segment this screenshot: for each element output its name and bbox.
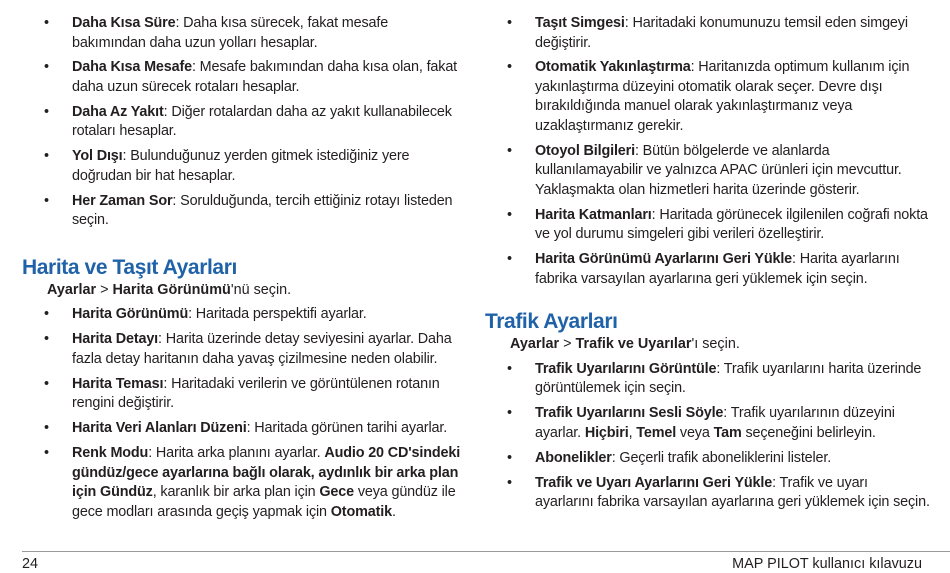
description: : Haritada görünecek ilgilenilen coğrafi nokta ve yol durumu simgeleri gibi verileri özelleştirir. bbox=[535, 206, 928, 243]
footer-divider bbox=[22, 551, 950, 552]
description: : Diğer rotalardan daha az yakıt kullanabilecek rotaları hesaplar. bbox=[72, 103, 452, 140]
bold-text: Tam bbox=[713, 424, 742, 441]
text: . bbox=[391, 503, 396, 520]
description: : Trafik uyarılarını harita üzerinde görüntülemek için seçin. bbox=[535, 360, 922, 397]
list-item bbox=[485, 404, 930, 443]
path-map-view: Harita Görünümü bbox=[112, 281, 231, 298]
list-item bbox=[22, 103, 462, 142]
description: : Bulunduğunuz yerden gitmek istediğiniz yere doğrudan bir hat hesaplar. bbox=[72, 148, 410, 184]
list-item bbox=[22, 58, 462, 97]
list-item bbox=[22, 305, 462, 325]
section-heading-map-vehicle: Harita ve Taşıt Ayarları bbox=[22, 255, 237, 279]
description: : Sorulduğunda, tercih ettiğiniz rotayı listeden seçin. bbox=[72, 192, 453, 229]
bullet: • bbox=[44, 15, 49, 31]
bullet: • bbox=[44, 59, 49, 76]
term: Otoyol Bilgileri bbox=[535, 142, 635, 159]
bullet: • bbox=[44, 103, 49, 120]
route-options-list bbox=[22, 14, 462, 231]
list-item bbox=[22, 147, 462, 186]
bullet: • bbox=[44, 306, 49, 323]
description: : Daha kısa sürecek, fakat mesafe bakımından daha uzun yolları hesaplar. bbox=[72, 15, 389, 51]
bullet: • bbox=[44, 192, 49, 209]
term: Yol Dışı bbox=[72, 148, 123, 165]
term: Harita Veri Alanları Düzeni bbox=[72, 420, 247, 437]
term: Taşıt Simgesi bbox=[535, 15, 625, 31]
bold-text: Gece bbox=[319, 484, 354, 501]
list-item bbox=[22, 330, 462, 369]
term: Daha Kısa Süre bbox=[72, 15, 176, 31]
term: Harita Görünümü Ayarlarını Geri Yükle bbox=[535, 251, 793, 268]
description: : Haritada perspektifi ayarlar. bbox=[188, 306, 367, 323]
page-number: 24 bbox=[22, 556, 39, 572]
description: : Haritadaki verilerin ve görüntülenen rotanın rengini değiştirir. bbox=[72, 375, 440, 412]
bold-text: Hiçbiri bbox=[584, 424, 629, 441]
text: veya bbox=[676, 424, 714, 441]
bullet: • bbox=[507, 15, 512, 31]
bullet: • bbox=[507, 405, 512, 422]
list-item bbox=[22, 419, 462, 439]
bullet: • bbox=[507, 206, 512, 223]
bold-text: Temel bbox=[636, 424, 677, 441]
list-item bbox=[485, 449, 930, 469]
term: Her Zaman Sor bbox=[72, 192, 173, 209]
list-item bbox=[485, 474, 930, 513]
list-item bbox=[485, 142, 930, 201]
term: Daha Kısa Mesafe bbox=[72, 59, 192, 76]
map-settings-list bbox=[22, 305, 462, 522]
list-item bbox=[22, 444, 462, 522]
left-column bbox=[22, 14, 462, 527]
text: veya gündüz ile gece modları arasında geçiş yapmak için bbox=[72, 484, 456, 520]
term: Renk Modu bbox=[72, 445, 149, 462]
term: Trafik ve Uyarı Ayarlarını Geri Yükle bbox=[535, 474, 773, 491]
map-settings-list-continued bbox=[485, 14, 930, 289]
traffic-settings-list bbox=[485, 360, 930, 513]
list-item bbox=[485, 250, 930, 289]
settings-path bbox=[22, 281, 462, 301]
right-column bbox=[485, 14, 930, 518]
bullet: • bbox=[507, 474, 512, 491]
term: Daha Az Yakıt bbox=[72, 103, 164, 120]
bullet: • bbox=[44, 445, 49, 462]
description: : Haritada görünen tarihi ayarlar. bbox=[246, 420, 448, 437]
list-item bbox=[485, 360, 930, 399]
section-heading-traffic: Trafik Ayarları bbox=[485, 310, 618, 334]
bullet: • bbox=[507, 142, 512, 159]
term: Abonelikler bbox=[535, 449, 612, 466]
term: Trafik Uyarılarını Görüntüle bbox=[535, 360, 717, 377]
description: : Mesafe bakımından daha kısa olan, fakat daha uzun sürecek rotaları hesaplar. bbox=[72, 59, 458, 95]
term: Harita Detayı bbox=[72, 331, 159, 348]
settings-path bbox=[485, 335, 930, 355]
term: Trafik Uyarılarını Sesli Söyle bbox=[535, 405, 724, 422]
path-traffic: Trafik ve Uyarılar bbox=[575, 336, 692, 353]
description: : Haritanızda optimum kullanım için yakınlaştırma düzeyini otomatik olarak seçer. Devre dışı bırakıldığında manuel olarak yakınlaştırmanız veya uzaklaştırmanız gerekir. bbox=[535, 59, 910, 134]
text: , karanlık bir arka plan için bbox=[152, 484, 320, 501]
description: : Geçerli trafik aboneliklerini listeler. bbox=[611, 449, 832, 466]
description: : Harita üzerinde detay seviyesini ayarlar. Daha fazla detay haritanın daha yavaş çizilmesine neden olabilir. bbox=[72, 331, 452, 367]
bold-text: Otomatik bbox=[330, 503, 392, 520]
bold-text: Audio 20 CD'sindeki gündüz/gece ayarlarına bağlı olarak, aydınlık bir arka plan için Gündüz bbox=[72, 445, 461, 501]
bullet: • bbox=[44, 148, 49, 165]
bullet: • bbox=[507, 360, 512, 377]
path-settings: Ayarlar bbox=[47, 281, 97, 298]
list-item bbox=[485, 58, 930, 136]
text: , bbox=[628, 424, 637, 441]
list-item bbox=[22, 375, 462, 414]
term: Harita Teması bbox=[72, 375, 164, 392]
text: : Harita arka planını ayarlar. bbox=[148, 445, 325, 462]
description: : Trafik ve uyarı ayarlarını fabrika varsayılan ayarlarına geri yüklemek için seçin. bbox=[535, 474, 930, 511]
list-item bbox=[22, 14, 462, 53]
bullet: • bbox=[44, 331, 49, 348]
bullet: • bbox=[507, 59, 512, 76]
term: Harita Katmanları bbox=[535, 206, 652, 223]
description: : Harita ayarlarını fabrika varsayılan ayarlarına geri yüklemek için seçin. bbox=[535, 251, 900, 287]
list-item bbox=[485, 206, 930, 245]
bullet: • bbox=[507, 449, 512, 466]
description: : Bütün bölgelerde ve alanlarda kullanılamayabilir ve yalnızca APAC ürünleri için mevcuttur. Yaklaşmakta olan hizmetleri harita üzerinde gösterir. bbox=[535, 142, 902, 198]
bullet: • bbox=[507, 251, 512, 268]
bullet: • bbox=[44, 420, 49, 437]
bullet: • bbox=[44, 375, 49, 392]
text: : Trafik uyarılarının düzeyini ayarlar. bbox=[535, 405, 895, 441]
term: Otomatik Yakınlaştırma bbox=[535, 59, 691, 76]
path-suffix: 'ı seçin. bbox=[691, 336, 740, 353]
document-title: MAP PILOT kullanıcı kılavuzu bbox=[732, 556, 922, 572]
description: : Haritadaki konumunuzu temsil eden simgeyi değiştirir. bbox=[535, 15, 908, 51]
term: Harita Görünümü bbox=[72, 306, 189, 323]
list-item bbox=[485, 14, 930, 53]
path-settings: Ayarlar bbox=[510, 336, 560, 353]
path-suffix: 'nü seçin. bbox=[230, 281, 292, 298]
path-separator: > bbox=[559, 336, 576, 353]
path-separator: > bbox=[96, 281, 113, 298]
list-item bbox=[22, 192, 462, 231]
text: seçeneğini belirleyin. bbox=[741, 424, 876, 441]
